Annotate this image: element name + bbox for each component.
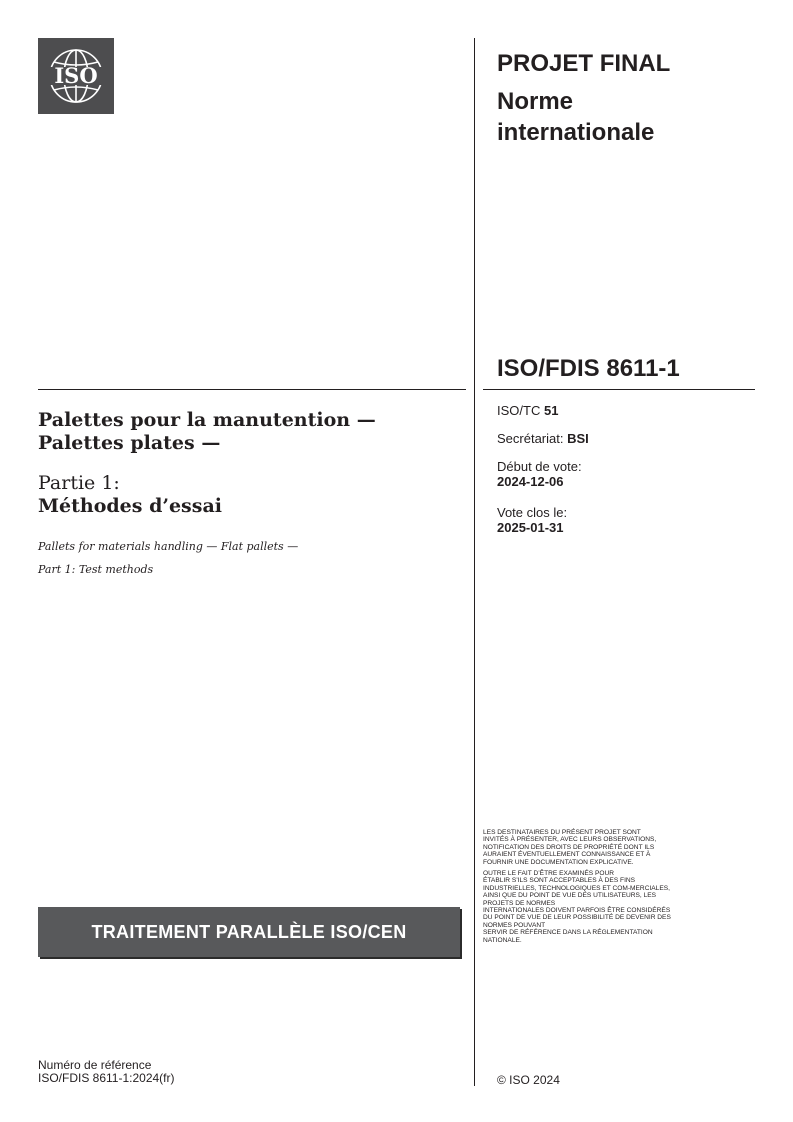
- main-title: Palettes pour la manutention — Palettes plates —: [38, 409, 376, 454]
- disclaimer: [483, 829, 753, 948]
- vote-end: [497, 505, 567, 535]
- secretariat-label: Secrétariat:: [497, 431, 564, 446]
- secretariat: [497, 431, 589, 446]
- vote-end-label: Vote clos le:: [497, 505, 568, 520]
- vote-end-date: 2025-01-31: [497, 520, 564, 535]
- right-horizontal-rule: [483, 389, 755, 390]
- disclaimer-paragraph-2: OUTRE LE FAIT D’ÊTRE EXAMINÉS POUR ÉTABLIR S’ILS SONT ACCEPTABLES À DES FINS INDUSTRIELLES, TECHNOLOGIQUES ET COM-MERCIALES, AINSI QUE DU POINT DE VUE DES UTILISATEURS, LES PROJETS DE NORMES INTERNATIONALES DOIVENT PARFOIS ÊTRE CONSIDÉRÉS DU POINT DE VUE DE LEUR POSSIBILITÉ DE DEVENIR DES NORMES POUVANT SERVIR DE RÉFÉRENCE DANS LA RÉGLEMENTATION NATIONALE.: [483, 870, 671, 944]
- secretariat-value: BSI: [567, 431, 589, 446]
- vertical-divider: [474, 38, 475, 1086]
- tc-value: 51: [543, 403, 559, 418]
- vote-start-date: 2024-12-06: [497, 474, 564, 489]
- vote-start-label: Début de vote:: [497, 459, 582, 474]
- disclaimer-paragraph-1: LES DESTINATAIRES DU PRÉSENT PROJET SONT INVITÉS À PRÉSENTER, AVEC LEURS OBSERVATIONS, NOTIFICATION DES DROITS DE PROPRIÉTÉ DONT ILS AURAIENT ÉVENTUELLEMENT CONNAISSANCE ET À FOURNIR UNE DOCUMENTATION EXPLICATIVE.: [483, 829, 657, 866]
- part-label: Partie 1:: [38, 472, 120, 494]
- part-title: Méthodes d’essai: [38, 495, 222, 517]
- document-type: Norme internationale: [497, 88, 655, 146]
- left-horizontal-rule: [38, 389, 466, 390]
- reference-number: ISO/FDIS 8611-1:2024(fr): [38, 1071, 175, 1085]
- technical-committee: [497, 403, 558, 418]
- english-title-line-1: Pallets for materials handling — Flat pallets —: [38, 540, 299, 553]
- copyright: © ISO 2024: [497, 1073, 560, 1087]
- document-number: ISO/FDIS 8611-1: [497, 355, 680, 382]
- iso-logo: [38, 38, 114, 114]
- english-title-line-2: Part 1: Test methods: [38, 563, 154, 576]
- iso-globe-logo-icon: [38, 38, 114, 114]
- tc-label: ISO/TC: [497, 403, 541, 418]
- parallel-processing-banner: [38, 907, 460, 957]
- iso-logo-text: ISO: [54, 63, 98, 88]
- banner-text: TRAITEMENT PARALLÈLE ISO/CEN: [91, 921, 407, 942]
- document-status: PROJET FINAL: [497, 50, 671, 77]
- vote-start: [497, 459, 582, 489]
- reference-label: Numéro de référence: [38, 1058, 152, 1072]
